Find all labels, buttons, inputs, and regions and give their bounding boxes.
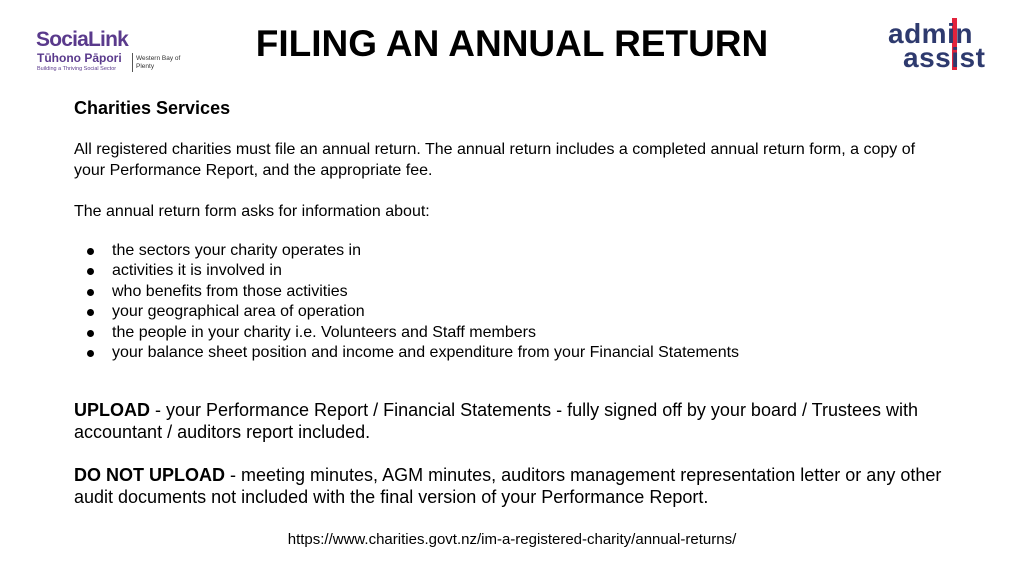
section-heading: Charities Services [74,98,231,118]
slide-title: FILING AN ANNUAL RETURN [255,23,769,64]
list-item [74,343,974,364]
list-item [74,282,974,303]
list-item-text: who benefits from those activities [112,282,348,300]
list-item-text: your geographical area of operation [112,303,365,320]
socialink-logo-region: Western Bay of Plenty [136,55,181,70]
upload-text: - your Performance Report / Financial Statements - fully signed off by your board / Trustees with accountant / auditors report included. [74,399,919,442]
information-list [74,241,974,364]
bullet-icon [87,309,94,316]
list-item-text: your balance sheet position and income and expenditure from your Financial Statements [112,344,740,361]
adminassist-logo-line1: admin [888,18,973,49]
list-item-text: activities it is involved in [112,262,282,279]
socialink-logo-subtitle: Tūhono Pāpori [37,51,122,65]
list-item [74,302,974,323]
upload-label: UPLOAD [74,399,150,420]
socialink-logo-main-text: SociaLink [36,28,128,51]
bullet-icon [87,330,94,337]
bullet-icon [87,289,94,296]
bullet-icon [87,268,94,275]
bullet-icon [87,350,94,357]
do-not-upload-label: DO NOT UPLOAD [74,464,225,485]
slide-content [74,96,974,508]
do-not-upload-text: - meeting minutes, AGM minutes, auditors management representation letter or any other audit documents not included with the final version of your Performance Report. [74,464,942,507]
list-item-text: the sectors your charity operates in [112,241,362,259]
socialink-logo-tagline: Building a Thriving Social Sector [37,66,117,72]
adminassist-logo-line2: assist [903,42,986,73]
do-not-upload-paragraph [74,464,964,508]
list-item [74,261,974,282]
intro-paragraph: All registered charities must file an annual return. The annual return includes a completed annual return form, a copy of your Performance Report, and the appropriate fee. [74,141,916,179]
upload-paragraph [74,399,964,443]
list-item [74,323,974,344]
bullet-icon [87,248,94,255]
adminassist-logo [888,16,996,74]
form-intro-paragraph: The annual return form asks for information about: [74,203,430,220]
source-url-link[interactable]: https://www.charities.govt.nz/im-a-registered-charity/annual-returns/ [287,531,737,548]
list-item [74,241,974,262]
list-item-text: the people in your charity i.e. Volunteers and Staff members [112,323,536,341]
